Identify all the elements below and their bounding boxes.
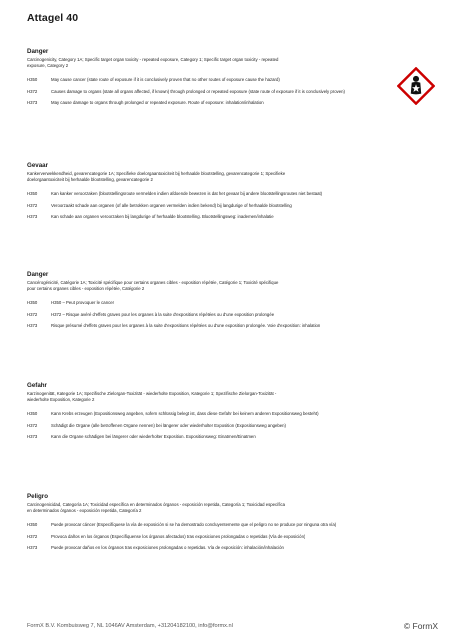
statement-code: H372 — [27, 533, 38, 539]
hazard-statement — [27, 188, 383, 199]
hazard-statement — [27, 420, 383, 431]
hazard-statement — [27, 531, 383, 542]
signal-word: Danger — [27, 271, 49, 278]
hazard-statement — [27, 86, 383, 97]
signal-word: Gevaar — [27, 162, 48, 169]
hazard-section-fr — [27, 271, 383, 331]
signal-word: Peligro — [27, 493, 48, 500]
signal-word: Gefahr — [27, 382, 47, 389]
statement-text: Risque présumé d'effets graves pour les organes à la suite d'expositions répétées ou d'une exposition prolongée. Voie d'exposition: inhalation — [51, 323, 321, 328]
statement-text: May cause damage to organs through prolonged or repeated exposure. Route of exposure: inhalation/inhalation — [51, 100, 264, 105]
statement-code: H372 — [27, 422, 38, 428]
footer-brand: © FormX — [403, 621, 438, 631]
statement-code: H350 — [27, 300, 38, 306]
statement-text: Kan kanker veroorzaken (blootstellingsroute vermelden indien afdoende bewezen is dat het gevaar bij andere blootstellingsroutes niet bestaat) — [51, 191, 323, 197]
hazard-statement — [27, 74, 383, 85]
statement-text: Veroorzaakt schade aan organen (of alle betrokken organen vermelden indien bekend) bij langdurige of herhaalde blootstelling — [51, 202, 292, 208]
statement-code: H373 — [27, 323, 38, 328]
hazard-statement — [27, 320, 383, 331]
hazard-statement — [27, 211, 383, 222]
classification-line: en determinados órganos - exposición repetida, Categoría 2 — [27, 507, 142, 513]
hazard-statement — [27, 200, 383, 211]
hazard-section-es — [27, 493, 383, 553]
statement-text: Provoca daños en los órganos (Especifíquense los órganos afectados) tras exposiciones prolongadas o repetidas (Vía de exposición) — [51, 533, 306, 539]
statement-text: May cause cancer (state route of exposure if it is conclusively proven that no other routes of exposure cause the hazard) — [51, 77, 280, 83]
statement-text: Kann Krebs erzeugen (Expositionsweg angeben, sofern schlüssig belegt ist, dass diese Gefahr bei keinem anderen Expositionsweg besteht) — [51, 411, 319, 417]
statement-code: H373 — [27, 214, 38, 219]
statement-text: H350 – Peut provoquer le cancer — [51, 300, 115, 306]
signal-word: Danger — [27, 48, 49, 55]
hazard-statement — [27, 309, 383, 320]
classification-line: Carcinogenicidad, Categoría 1A; Toxicidad específica en determinados órganos - exposición repetida, Categoría 1; Toxicidad específica — [27, 502, 286, 507]
statement-code: H350 — [27, 191, 38, 197]
hazard-classification — [27, 171, 383, 182]
hazard-statement — [27, 542, 383, 553]
classification-line: pour certains organes cibles - exposition répétée, Catégorie 2 — [27, 285, 145, 291]
statement-code: H372 — [27, 88, 38, 94]
statement-code: H372 — [27, 202, 38, 208]
statement-code: H373 — [27, 545, 38, 550]
hazard-classification — [27, 280, 383, 291]
hazard-classification — [27, 502, 383, 513]
classification-line: exposure, Category 2 — [27, 62, 69, 68]
classification-line: Kankerverwekkendheid, gevarencategorie 1A; Specifieke doelorgaantoxiciteit bij herhaalde blootstelling, gevarencategorie 1; Specifieke — [27, 171, 286, 176]
statement-code: H373 — [27, 434, 38, 439]
classification-line: doelorgaantoxiciteit bij herhaalde blootstelling, gevarencategorie 2 — [27, 176, 153, 182]
statement-code: H350 — [27, 522, 38, 528]
hazard-classification — [27, 57, 383, 68]
footer-address: FormX B.V. Kombuisweg 7, NL 1046AV Amsterdam, +31204182100, info@formx.nl — [27, 623, 233, 629]
statement-code: H373 — [27, 100, 38, 105]
hazard-section-en — [27, 48, 383, 108]
statement-text: Causes damage to organs (state all organs affected, if known) through prolonged or repeated exposure (state route of exposure if it is conclusively proven) — [51, 88, 345, 94]
hazard-statement — [27, 408, 383, 419]
statement-text: Kann die Organe schädigen bei längerer oder wiederholter Exposition. Expositionsweg: Einatmen/Einatmen — [51, 434, 256, 439]
hazard-statement — [27, 97, 383, 108]
statement-code: H350 — [27, 411, 38, 417]
hazard-statement — [27, 297, 383, 308]
statement-code: H350 — [27, 77, 38, 83]
classification-line: Carcinogenicity, Category 1A; Specific target organ toxicity - repeated exposure, Category 1; Specific target organ toxicity - repeated — [27, 57, 279, 62]
document-title: Attagel 40 — [27, 12, 79, 24]
health-hazard-icon — [397, 67, 435, 105]
hazard-section-nl — [27, 162, 383, 222]
statement-text: Schädigt die Organe (alle betroffenen Organe nennen) bei längerer oder wiederholter Exposition (Expositionsweg angeben) — [51, 422, 286, 428]
hazard-classification — [27, 391, 383, 402]
statement-text: H372 – Risque avéré d'effets graves pour les organes à la suite d'expositions répétées ou d'une exposition prolongée — [51, 311, 275, 317]
statement-text: Puede provocar daños en los órganos tras exposiciones prolongadas o repetidas. Vía de exposición: inhalación/inhalación — [51, 545, 284, 550]
statement-code: H372 — [27, 311, 38, 317]
statement-text: Kan schade aan organen veroorzaken bij langdurige of herhaalde blootstelling. Blootstellingsweg: inademen/inhalatie — [51, 214, 274, 219]
hazard-statement — [27, 519, 383, 530]
classification-line: Cancérogénicité, Catégorie 1A; Toxicité spécifique pour certains organes cibles - exposition répétée, Catégorie 1; Toxicité spécifique — [27, 280, 279, 285]
classification-line: Karzinogenität, Kategorie 1A; Spezifische Zielorgan-Toxizität - wiederholte Exposition, Kategorie 1; Spezifische Zielorgan-Toxizität - — [27, 391, 277, 396]
hazard-section-de — [27, 382, 383, 442]
hazard-statement — [27, 431, 383, 442]
classification-line: wiederholte Exposition, Kategorie 2 — [27, 396, 95, 402]
statement-text: Puede provocar cáncer (Especifíquese la vía de exposición si se ha demostrado concluyentemente que el peligro no se produce por ninguna otra vía) — [51, 522, 337, 528]
